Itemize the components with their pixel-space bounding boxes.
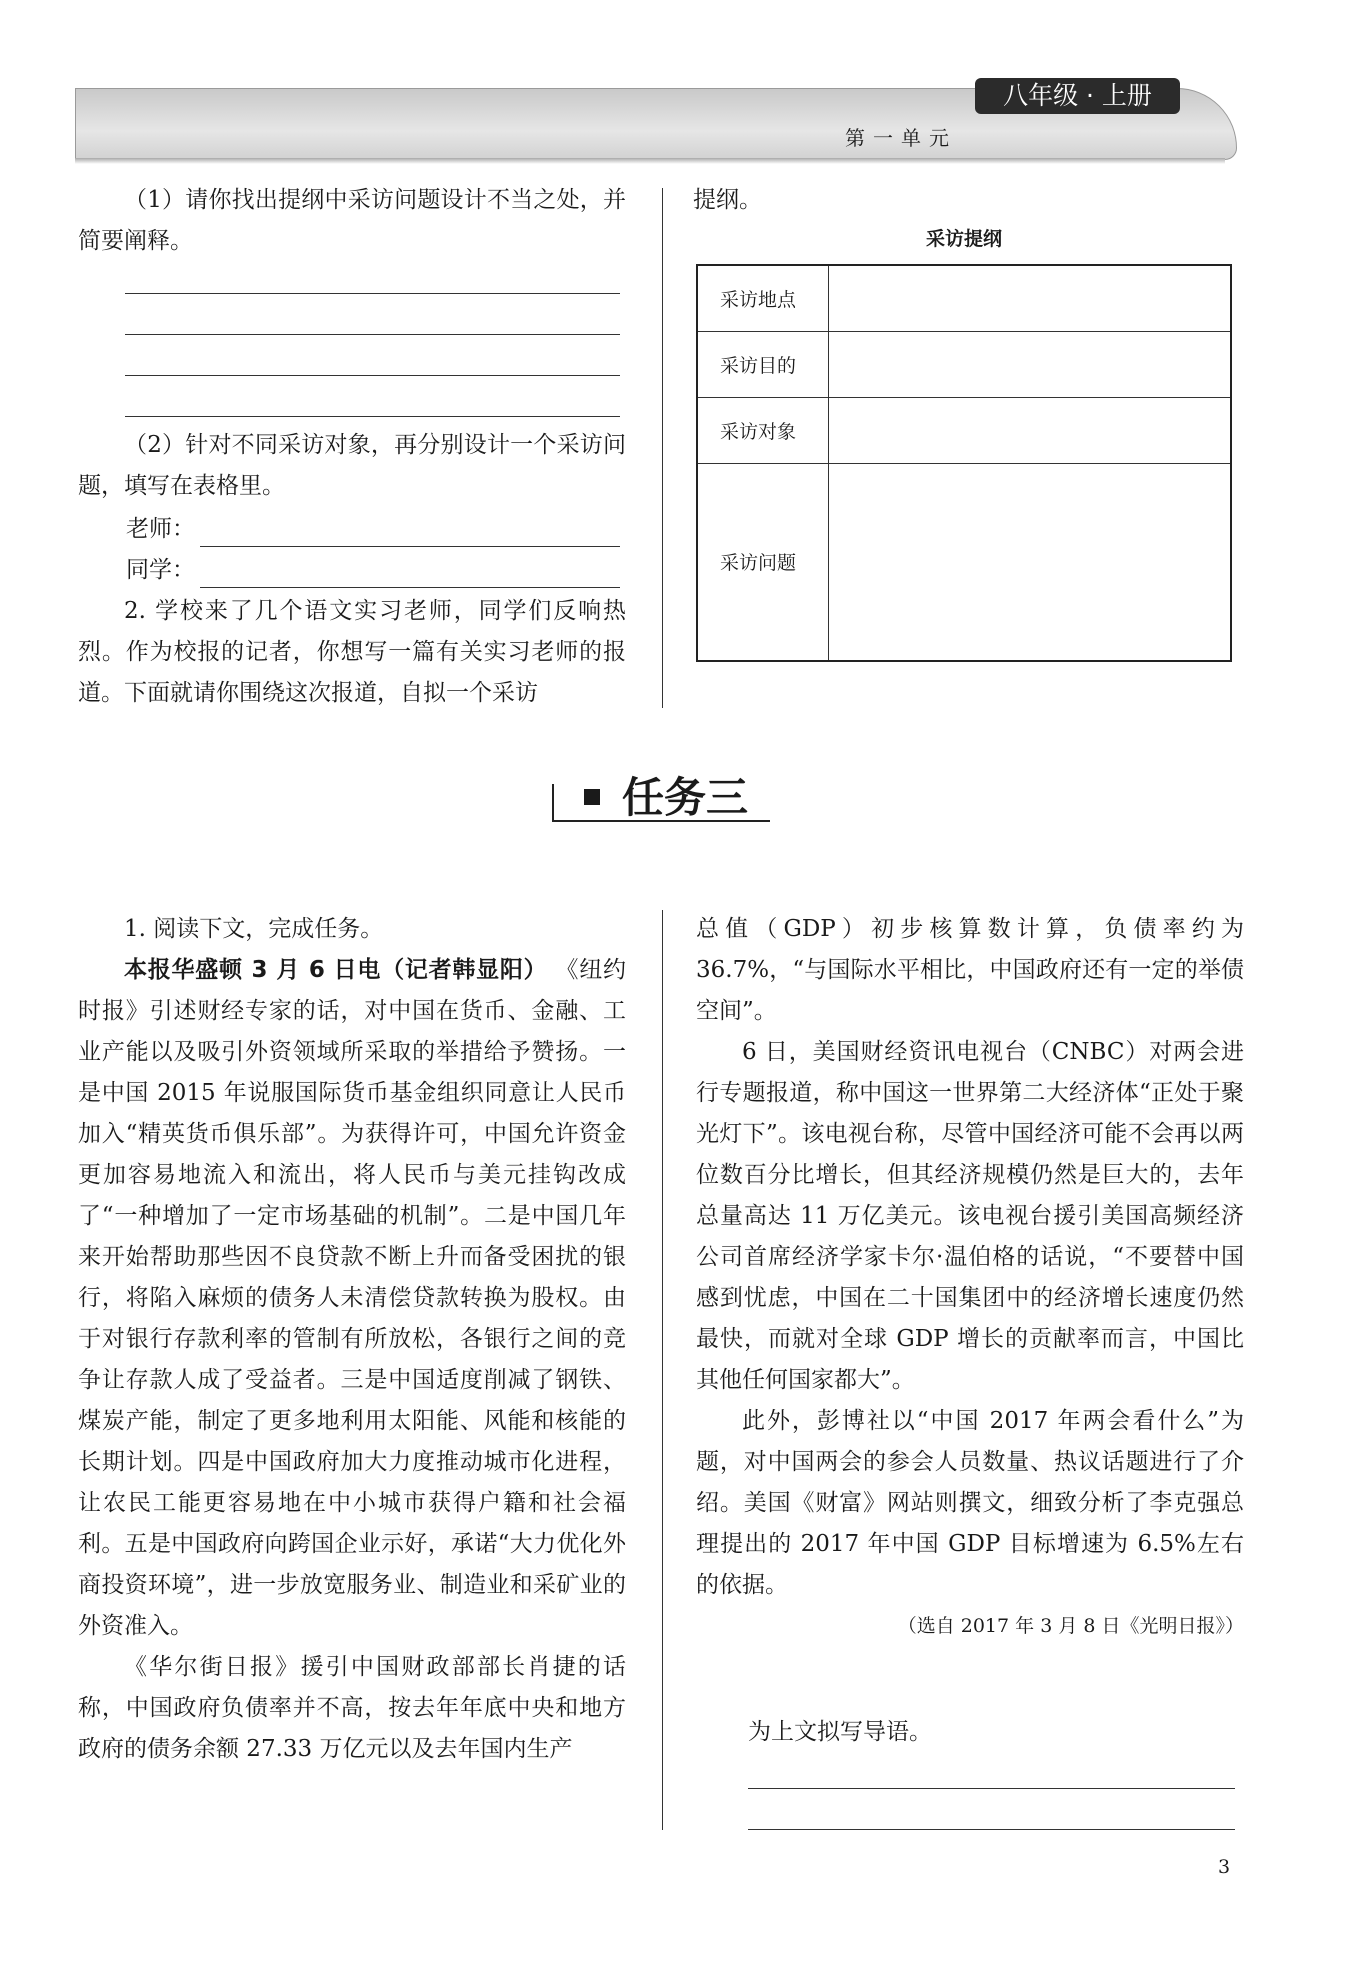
- table-row: [697, 463, 1231, 661]
- square-bullet-icon: [584, 789, 600, 805]
- part1-left-column: [78, 180, 626, 262]
- student-label: 同学：: [126, 557, 195, 583]
- q2-question-block: [78, 591, 626, 714]
- answer-line-1[interactable]: [125, 293, 620, 294]
- answer-line-2[interactable]: [125, 334, 620, 335]
- lead-task-prompt: 为上文拟写导语。: [748, 1719, 932, 1745]
- table-row: [697, 331, 1231, 397]
- task-title: 任务三: [622, 773, 749, 822]
- lead-answer-line-2[interactable]: [748, 1829, 1235, 1830]
- answer-cell[interactable]: [829, 265, 1232, 331]
- teacher-label: 老师：: [126, 516, 195, 542]
- paragraph-1: [78, 950, 626, 1647]
- outline-title: 采访提纲: [925, 228, 1002, 250]
- q2-continuation: 提纲。: [693, 187, 762, 213]
- student-answer-line[interactable]: [200, 587, 620, 588]
- page-number: 3: [1218, 1856, 1231, 1878]
- answer-cell[interactable]: [829, 331, 1232, 397]
- answer-cell[interactable]: [829, 397, 1232, 463]
- instruction: 1. 阅读下文，完成任务。: [124, 916, 384, 942]
- dateline: 本报华盛顿 3 月 6 日电（记者韩显阳）: [124, 957, 548, 983]
- answer-cell[interactable]: [829, 463, 1232, 661]
- outline-table: [696, 264, 1232, 662]
- header-shadow: [75, 158, 1225, 164]
- table-row: [697, 397, 1231, 463]
- paragraph-2-start: 《华尔街日报》援引中国财政部部长肖捷的话称，中国政府负债率并不高，按去年年底中央和地方政府的债务余额 27.33 万亿元以及去年国内生产: [78, 1654, 626, 1762]
- grade-badge: 八年级 · 上册: [975, 78, 1180, 114]
- paragraph-3: 6 日，美国财经资讯电视台（CNBC）对两会进行专题报道，称中国这一世界第二大经济体“正处于聚光灯下”。该电视台称，尽管中国经济可能不会再以两位数百分比增长，但其经济规模仍然是巨大的，去年总量高达 11 万亿美元。该电视台援引美国高频经济公司首席经济学家卡尔·温伯格的话说，“不要替中国感到忧虑，中国在二十国集团中的经济增长速度仍然最快，而就对全球 GDP 增长的贡献率而言，中国比其他任何国家都大”。: [696, 1039, 1244, 1393]
- paragraph-2-end: 总值（GDP）初步核算数计算，负债率约为 36.7%，“与国际水平相比，中国政府还有一定的举债空间”。: [696, 916, 1244, 1024]
- answer-line-3[interactable]: [125, 375, 620, 376]
- source-citation: （选自 2017 年 3 月 8 日《光明日报》）: [897, 1615, 1244, 1637]
- answer-line-4[interactable]: [125, 416, 620, 417]
- paragraph-1-text: 《纽约时报》引述财经专家的话，对中国在货币、金融、工业产能以及吸引外资领域所采取的举措给予赞扬。一是中国 2015 年说服国际货币基金组织同意让人民币加入“精英货币俱乐部”。为获得许可，中国允许资金更加容易地流入和流出，将人民币与美元挂钩改成了“一种增加了一定市场基础的机制”。二是中国几年来开始帮助那些因不良贷款不断上升而备受困扰的银行，将陷入麻烦的债务人未清偿贷款转换为股权。由于对银行存款利率的管制有所放松，各银行之间的竞争让存款人成了受益者。三是中国适度削减了钢铁、煤炭产能，制定了更多地利用太阳能、风能和核能的长期计划。四是中国政府加大力度推动城市化进程，让农民工能更容易地在中小城市获得户籍和社会福利。五是中国政府向跨国企业示好，承诺“大力优化外商投资环境”，进一步放宽服务业、制造业和采矿业的外资准入。: [78, 957, 627, 1639]
- column-divider-top: [662, 188, 663, 708]
- table-row: [697, 265, 1231, 331]
- paragraph-4: 此外，彭博社以“中国 2017 年两会看什么”为题，对中国两会的参会人员数量、热议话题进行了介绍。美国《财富》网站则撰文，细致分析了李克强总理提出的 2017 年中国 GDP 目标增速为 6.5%左右的依据。: [696, 1408, 1244, 1598]
- article-right-column: [696, 909, 1244, 1647]
- row-label: 采访目的: [697, 331, 829, 397]
- q2-block: [78, 425, 626, 507]
- article-left-column: [78, 909, 626, 1770]
- row-label: 采访地点: [697, 265, 829, 331]
- row-label: 采访问题: [697, 463, 829, 661]
- row-label: 采访对象: [697, 397, 829, 463]
- q2-prompt: （2）针对不同采访对象，再分别设计一个采访问题，填写在表格里。: [78, 432, 626, 499]
- unit-label: 第一单元: [845, 126, 957, 150]
- q1-prompt: （1）请你找出提纲中采访问题设计不当之处，并简要阐释。: [78, 187, 626, 254]
- teacher-answer-line[interactable]: [200, 546, 620, 547]
- question-2: 2. 学校来了几个语文实习老师，同学们反响热烈。作为校报的记者，你想写一篇有关实习老师的报道。下面就请你围绕这次报道，自拟一个采访: [78, 598, 626, 706]
- lead-answer-line-1[interactable]: [748, 1788, 1235, 1789]
- column-divider-bottom: [662, 910, 663, 1830]
